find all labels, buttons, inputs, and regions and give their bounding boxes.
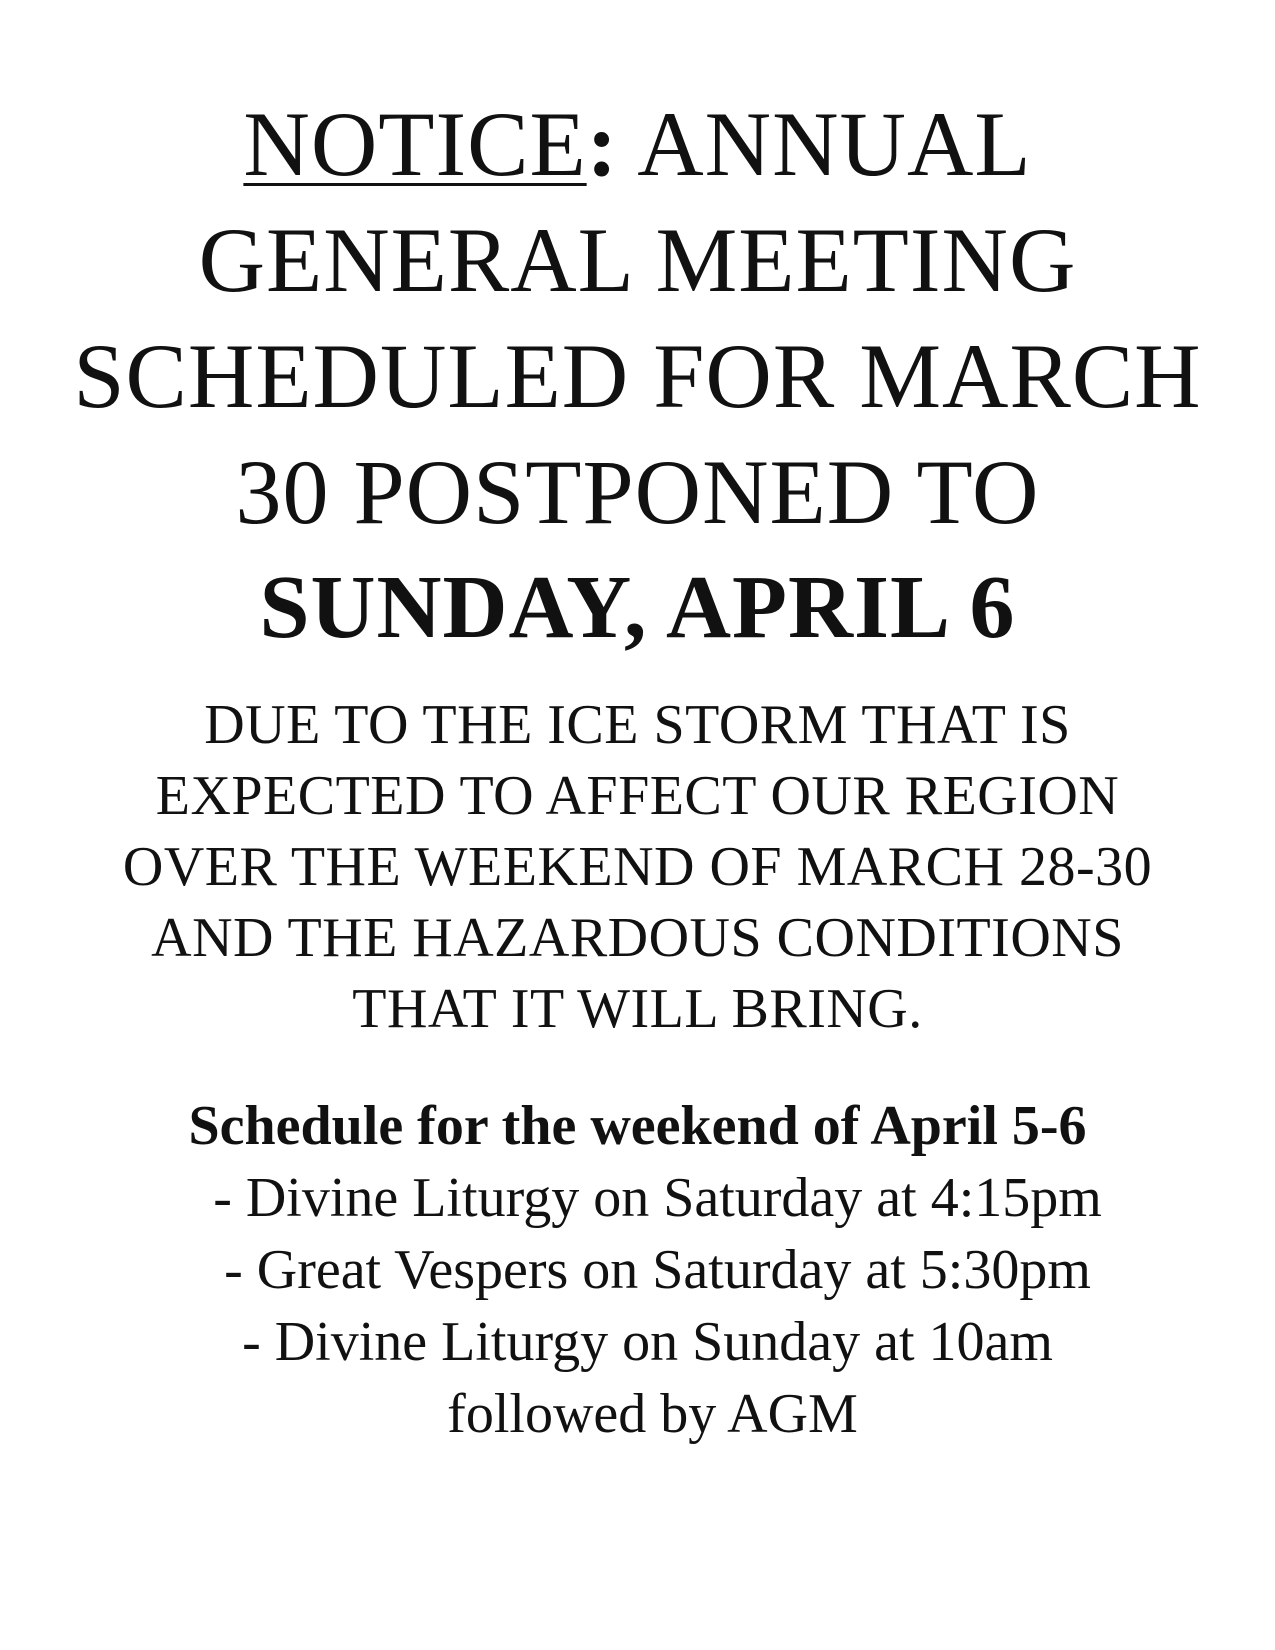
- schedule-item: - Divine Liturgy on Saturday at 4:15pm: [213, 1167, 1102, 1229]
- reason-line: DUE TO THE ICE STORM THAT IS: [204, 694, 1071, 756]
- reason-line: THAT IT WILL BRING.: [352, 978, 923, 1040]
- schedule-item: - Great Vespers on Saturday at 5:30pm: [224, 1239, 1091, 1301]
- notice-headline: [0, 86, 1275, 666]
- headline-line-1: [0, 86, 1275, 202]
- notice-label: NOTICE: [243, 93, 587, 195]
- schedule-item-continuation: followed by AGM: [447, 1383, 858, 1445]
- headline-line-4: 30 POSTPONED TO: [235, 441, 1040, 543]
- reason-line: OVER THE WEEKEND OF MARCH 28-30: [122, 836, 1153, 898]
- schedule-item: - Divine Liturgy on Sunday at 10am: [242, 1311, 1053, 1373]
- reason-line: EXPECTED TO AFFECT OUR REGION: [155, 765, 1120, 827]
- notice-colon: :: [586, 93, 619, 195]
- headline-line-2: GENERAL MEETING: [198, 209, 1077, 311]
- headline-line-3: SCHEDULED FOR MARCH: [73, 325, 1202, 427]
- weekend-schedule: [0, 1090, 1275, 1450]
- postponement-reason: [0, 690, 1275, 1045]
- reason-line: AND THE HAZARDOUS CONDITIONS: [151, 907, 1124, 969]
- new-meeting-date: SUNDAY, APRIL 6: [259, 558, 1016, 657]
- schedule-heading: Schedule for the weekend of April 5-6: [188, 1095, 1087, 1157]
- headline-line-1-text: ANNUAL: [618, 93, 1032, 195]
